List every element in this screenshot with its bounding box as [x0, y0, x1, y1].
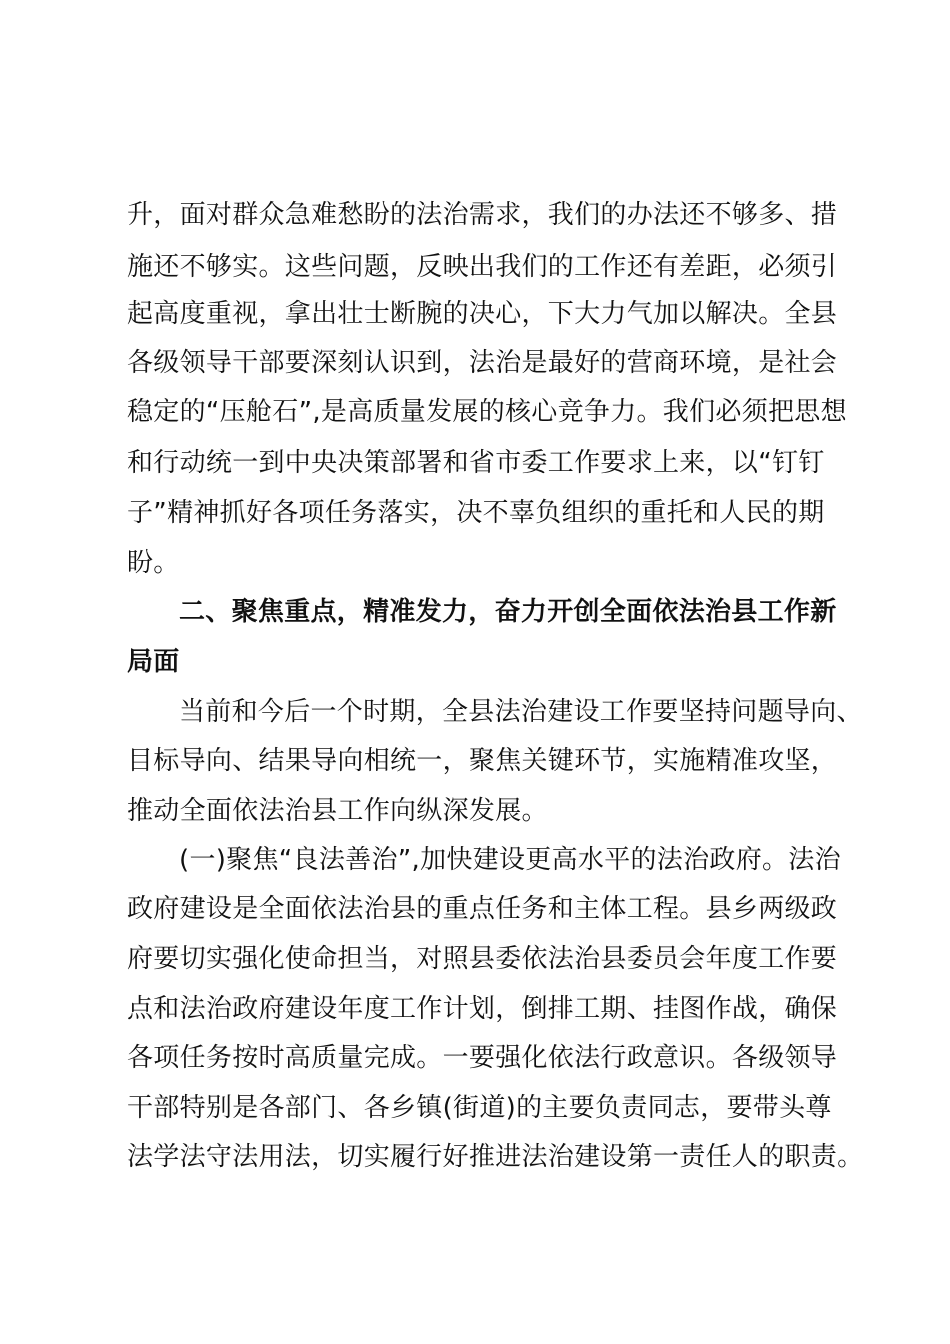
paragraph-line: 府要切实强化使命担当，对照县委依法治县委员会年度工作要: [127, 944, 838, 974]
paragraph-line: (一)聚焦“良法善治”,加快建设更高水平的法治政府。法治: [179, 845, 841, 875]
paragraph-line: 当前和今后一个时期，全县法治建设工作要坚持问题导向、: [179, 697, 863, 727]
section-heading-line: 局面: [127, 647, 180, 677]
paragraph-line: 起高度重视，拿出壮士断腕的决心，下大力气加以解决。全县: [127, 299, 838, 329]
paragraph-line: 和行动统一到中央决策部署和省市委工作要求上来，以“钉钉: [127, 448, 825, 478]
paragraph-line: 干部特别是各部门、各乡镇(街道)的主要负责同志，要带头尊: [127, 1093, 832, 1123]
paragraph-line: 各级领导干部要深刻认识到，法治是最好的营商环境，是社会: [127, 348, 838, 378]
paragraph-line: 推动全面依法治县工作向纵深发展。: [127, 796, 548, 826]
paragraph-line: 升，面对群众急难愁盼的法治需求，我们的办法还不够多、措: [127, 200, 838, 230]
paragraph-line: 盼。: [127, 548, 180, 578]
section-heading-line: 二、聚焦重点，精准发力，奋力开创全面依法治县工作新: [179, 597, 837, 627]
paragraph-line: 稳定的“压舱石”,是高质量发展的核心竞争力。我们必须把思想: [127, 397, 847, 427]
paragraph-line: 子”精神抓好各项任务落实，决不辜负组织的重托和人民的期: [127, 498, 825, 528]
paragraph-line: 目标导向、结果导向相统一，聚焦关键环节，实施精准攻坚，: [127, 746, 838, 776]
paragraph-line: 各项任务按时高质量完成。一要强化依法行政意识。各级领导: [127, 1043, 838, 1073]
paragraph-line: 点和法治政府建设年度工作计划，倒排工期、挂图作战，确保: [127, 994, 838, 1024]
paragraph-line: 施还不够实。这些问题，反映出我们的工作还有差距，必须引: [127, 252, 838, 282]
paragraph-line: 政府建设是全面依法治县的重点任务和主体工程。县乡两级政: [127, 894, 838, 924]
paragraph-line: 法学法守法用法，切实履行好推进法治建设第一责任人的职责。: [127, 1142, 864, 1172]
